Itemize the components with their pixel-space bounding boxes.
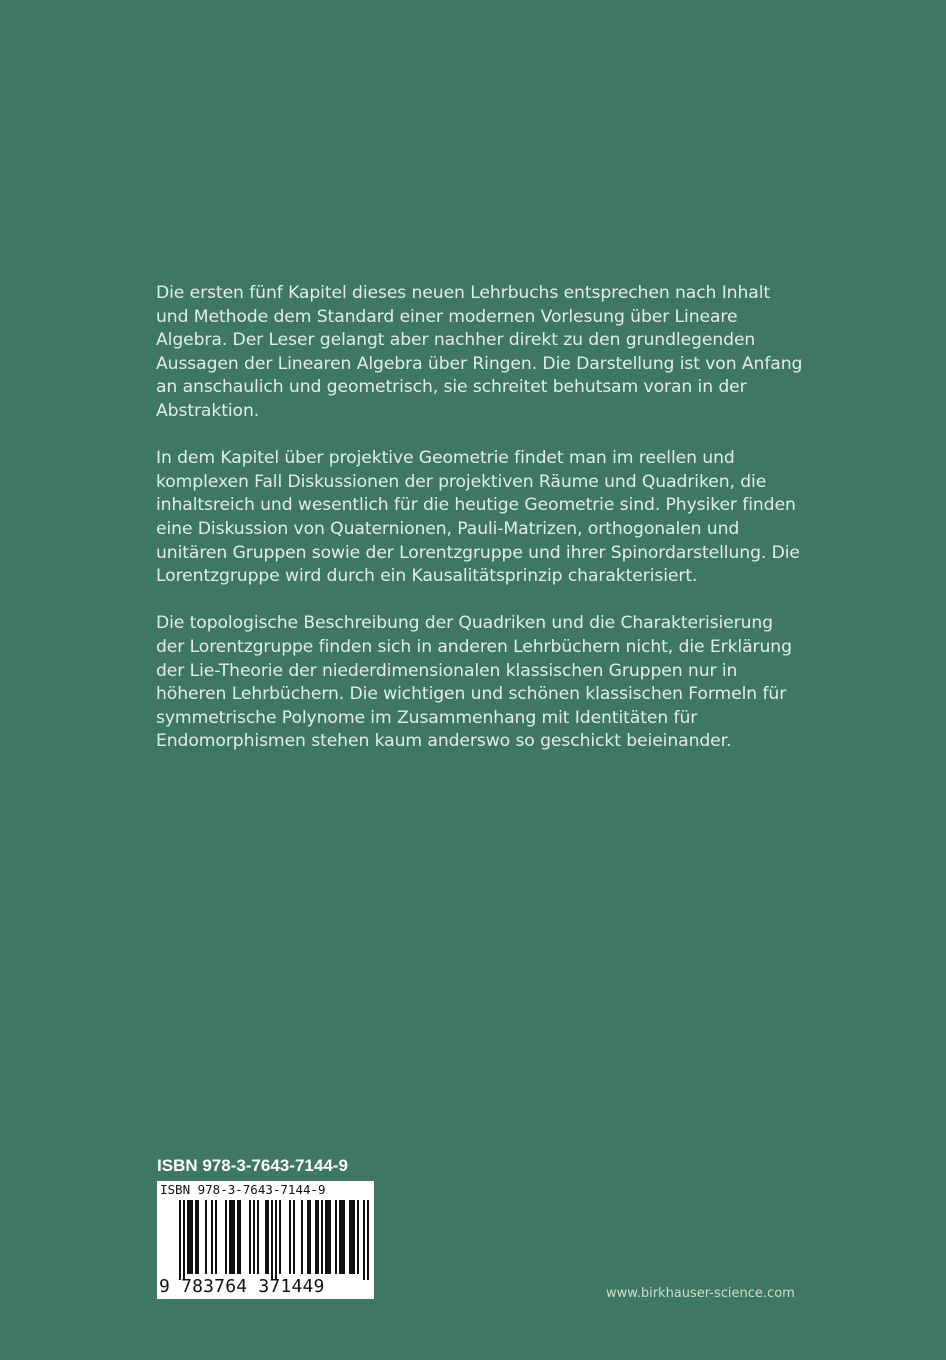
barcode-bar	[195, 1200, 197, 1274]
barcode-bar	[301, 1200, 303, 1274]
barcode-bar	[317, 1200, 319, 1274]
barcode-bar	[309, 1200, 311, 1274]
barcode-bar	[215, 1200, 217, 1274]
barcode-bar	[249, 1200, 251, 1274]
barcode-bar	[321, 1200, 323, 1274]
barcode-isbn-label: ISBN 978-3-7643-7144-9	[160, 1182, 326, 1197]
blurb-paragraph-3: Die topologische Beschreibung der Quadriken und die Charakterisierung der Lorentzgruppe finden sich in anderen Lehrbüchern nicht, die Erklärung der Lie-Theorie der niederdimensionalen klassischen Gruppen nur in höheren Lehrbüchern. Die wichtigen und schönen klassischen Formeln für symmetrische Polynome im Zusammenhang mit Identitäten für Endomorphismen stehen kaum anderswo so geschickt beieinander.	[156, 613, 792, 752]
barcode-bar	[289, 1200, 291, 1274]
barcode-bar	[187, 1200, 189, 1274]
blurb-paragraph-1: Die ersten fünf Kapitel dieses neuen Lehrbuchs entsprechen nach Inhalt und Methode dem Standard einer modernen Vorlesung über Lineare Algebra. Der Leser gelangt aber nachher direkt zu den grundlegenden Aussagen der Linearen Algebra über Ringen. Die Darstellung ist von Anfang an anschaulich und geometrisch, sie schreitet behutsam voran in der Abstraktion.	[156, 283, 803, 421]
publisher-url[interactable]: www.birkhauser-science.com	[606, 1286, 795, 1301]
barcode-bar	[205, 1200, 207, 1274]
barcode-bars	[157, 1198, 374, 1280]
barcode-bar	[327, 1200, 329, 1274]
barcode-bar	[339, 1200, 341, 1274]
barcode-bar	[329, 1200, 331, 1274]
barcode-guard-bar	[183, 1200, 185, 1280]
barcode-bar	[253, 1200, 255, 1274]
barcode-bar	[239, 1200, 241, 1274]
barcode-bar	[293, 1200, 295, 1274]
barcode-bar	[265, 1200, 267, 1274]
barcode-bar	[325, 1200, 327, 1274]
barcode-bar	[307, 1200, 309, 1274]
barcode-bar	[341, 1200, 343, 1274]
barcode-bar	[257, 1200, 259, 1274]
isbn-heading: ISBN 978-3-7643-7144-9	[157, 1156, 348, 1175]
barcode-bar	[349, 1200, 351, 1274]
barcode-bar	[237, 1200, 239, 1274]
barcode-bar	[189, 1200, 191, 1274]
barcode-bar	[351, 1200, 353, 1274]
barcode-bar	[231, 1200, 233, 1274]
barcode-guard-bar	[363, 1200, 365, 1280]
barcode-guard-bar	[367, 1200, 369, 1280]
barcode-bar	[233, 1200, 235, 1274]
barcode-guard-bar	[271, 1200, 273, 1280]
barcode-bar	[335, 1200, 337, 1274]
barcode-bar	[353, 1200, 355, 1274]
barcode-bar	[229, 1200, 231, 1274]
barcode-bar	[191, 1200, 193, 1274]
barcode-bar	[211, 1200, 213, 1274]
isbn-barcode	[157, 1181, 374, 1299]
barcode-guard-bar	[179, 1200, 181, 1280]
barcode-bar	[197, 1200, 199, 1274]
barcode-guard-bar	[275, 1200, 277, 1280]
back-cover-blurb	[156, 282, 806, 777]
barcode-bar	[267, 1200, 269, 1274]
barcode-bar	[315, 1200, 317, 1274]
barcode-bar	[357, 1200, 359, 1274]
barcode-bar	[343, 1200, 345, 1274]
barcode-bar	[279, 1200, 281, 1274]
barcode-bar	[225, 1200, 227, 1274]
blurb-paragraph-2: In dem Kapitel über projektive Geometrie findet man im reellen und komplexen Fall Diskussionen der projektiven Räume und Quadriken, die inhaltsreich und wesentlich für die heutige Geometrie sind. Physiker finden eine Diskussion von Quaternionen, Pauli-Matrizen, orthogonalen und unitären Gruppen sowie der Lorentzgruppe und ihrer Spinordarstellung. Die Lorentzgruppe wird durch ein Kausalitätsprinzip charakterisiert.	[156, 448, 800, 587]
barcode-digits: 9 783764 371449	[159, 1276, 325, 1297]
